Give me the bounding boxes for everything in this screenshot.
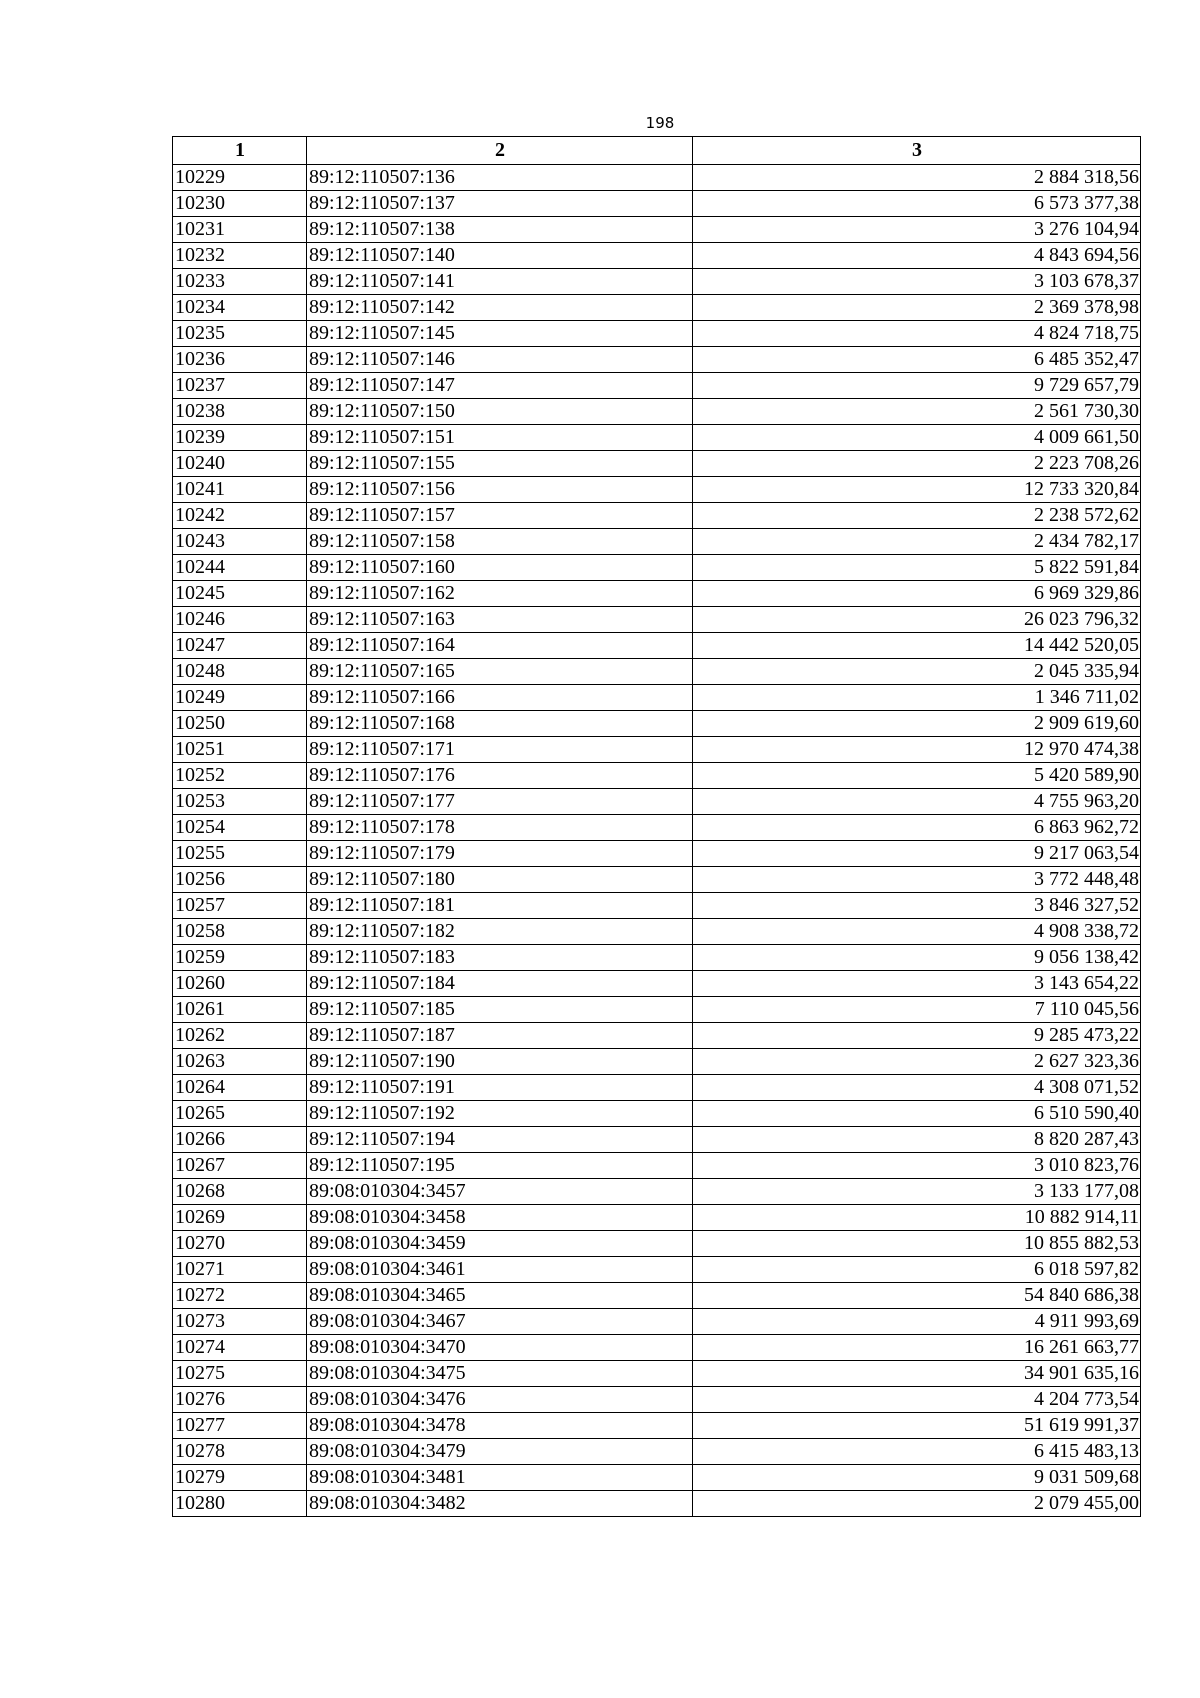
cadastral-number-cell: 89:12:110507:146 (307, 347, 693, 373)
value-cell: 54 840 686,38 (693, 1283, 1141, 1309)
cadastral-number-cell: 89:12:110507:136 (307, 165, 693, 191)
row-number-cell: 10266 (173, 1127, 307, 1153)
table-row (173, 971, 1141, 997)
table-row (173, 867, 1141, 893)
value-cell: 2 223 708,26 (693, 451, 1141, 477)
row-number-cell: 10273 (173, 1309, 307, 1335)
row-number-cell: 10239 (173, 425, 307, 451)
row-number-cell: 10256 (173, 867, 307, 893)
row-number-cell: 10230 (173, 191, 307, 217)
cadastral-number-cell: 89:12:110507:160 (307, 555, 693, 581)
row-number-cell: 10246 (173, 607, 307, 633)
cadastral-number-cell: 89:08:010304:3479 (307, 1439, 693, 1465)
table-row (173, 737, 1141, 763)
row-number-cell: 10271 (173, 1257, 307, 1283)
row-number-cell: 10248 (173, 659, 307, 685)
row-number-cell: 10247 (173, 633, 307, 659)
value-cell: 4 308 071,52 (693, 1075, 1141, 1101)
table-row (173, 295, 1141, 321)
table-row (173, 1465, 1141, 1491)
table-row (173, 243, 1141, 269)
value-cell: 4 908 338,72 (693, 919, 1141, 945)
cadastral-number-cell: 89:08:010304:3475 (307, 1361, 693, 1387)
cadastral-number-cell: 89:08:010304:3482 (307, 1491, 693, 1517)
row-number-cell: 10237 (173, 373, 307, 399)
row-number-cell: 10278 (173, 1439, 307, 1465)
table-row (173, 1023, 1141, 1049)
cadastral-number-cell: 89:08:010304:3465 (307, 1283, 693, 1309)
value-cell: 6 415 483,13 (693, 1439, 1141, 1465)
cadastral-number-cell: 89:12:110507:164 (307, 633, 693, 659)
table-row (173, 659, 1141, 685)
cadastral-number-cell: 89:12:110507:178 (307, 815, 693, 841)
table-row (173, 451, 1141, 477)
table-row (173, 347, 1141, 373)
cadastral-number-cell: 89:12:110507:142 (307, 295, 693, 321)
table-row (173, 1257, 1141, 1283)
row-number-cell: 10242 (173, 503, 307, 529)
value-cell: 16 261 663,77 (693, 1335, 1141, 1361)
value-cell: 3 010 823,76 (693, 1153, 1141, 1179)
table-row (173, 893, 1141, 919)
value-cell: 14 442 520,05 (693, 633, 1141, 659)
cadastral-number-cell: 89:12:110507:177 (307, 789, 693, 815)
row-number-cell: 10245 (173, 581, 307, 607)
row-number-cell: 10258 (173, 919, 307, 945)
cadastral-number-cell: 89:12:110507:141 (307, 269, 693, 295)
table-row (173, 945, 1141, 971)
table-row (173, 633, 1141, 659)
row-number-cell: 10240 (173, 451, 307, 477)
table-row (173, 1387, 1141, 1413)
cadastral-number-cell: 89:12:110507:192 (307, 1101, 693, 1127)
table-row (173, 1231, 1141, 1257)
row-number-cell: 10229 (173, 165, 307, 191)
cadastral-number-cell: 89:08:010304:3459 (307, 1231, 693, 1257)
cadastral-number-cell: 89:12:110507:138 (307, 217, 693, 243)
cadastral-number-cell: 89:12:110507:165 (307, 659, 693, 685)
table-row (173, 399, 1141, 425)
table-body (173, 165, 1141, 1517)
cadastral-number-cell: 89:12:110507:150 (307, 399, 693, 425)
cadastral-number-cell: 89:12:110507:179 (307, 841, 693, 867)
row-number-cell: 10250 (173, 711, 307, 737)
table-row (173, 321, 1141, 347)
table-row (173, 425, 1141, 451)
cadastral-number-cell: 89:12:110507:194 (307, 1127, 693, 1153)
value-cell: 10 855 882,53 (693, 1231, 1141, 1257)
value-cell: 12 733 320,84 (693, 477, 1141, 503)
value-cell: 4 755 963,20 (693, 789, 1141, 815)
value-cell: 26 023 796,32 (693, 607, 1141, 633)
cadastral-number-cell: 89:12:110507:168 (307, 711, 693, 737)
value-cell: 4 009 661,50 (693, 425, 1141, 451)
row-number-cell: 10252 (173, 763, 307, 789)
row-number-cell: 10253 (173, 789, 307, 815)
row-number-cell: 10265 (173, 1101, 307, 1127)
cadastral-number-cell: 89:12:110507:137 (307, 191, 693, 217)
row-number-cell: 10276 (173, 1387, 307, 1413)
table-row (173, 711, 1141, 737)
table-row (173, 789, 1141, 815)
cadastral-number-cell: 89:12:110507:187 (307, 1023, 693, 1049)
table-row (173, 1179, 1141, 1205)
row-number-cell: 10241 (173, 477, 307, 503)
value-cell: 6 863 962,72 (693, 815, 1141, 841)
cadastral-number-cell: 89:12:110507:181 (307, 893, 693, 919)
row-number-cell: 10267 (173, 1153, 307, 1179)
cadastral-number-cell: 89:12:110507:151 (307, 425, 693, 451)
value-cell: 8 820 287,43 (693, 1127, 1141, 1153)
table-row (173, 1335, 1141, 1361)
value-cell: 2 561 730,30 (693, 399, 1141, 425)
value-cell: 3 846 327,52 (693, 893, 1141, 919)
value-cell: 9 217 063,54 (693, 841, 1141, 867)
value-cell: 2 434 782,17 (693, 529, 1141, 555)
table-row (173, 217, 1141, 243)
cadastral-number-cell: 89:12:110507:182 (307, 919, 693, 945)
cadastral-number-cell: 89:12:110507:157 (307, 503, 693, 529)
table-row (173, 685, 1141, 711)
row-number-cell: 10275 (173, 1361, 307, 1387)
row-number-cell: 10264 (173, 1075, 307, 1101)
value-cell: 4 911 993,69 (693, 1309, 1141, 1335)
cadastral-number-cell: 89:12:110507:145 (307, 321, 693, 347)
value-cell: 2 079 455,00 (693, 1491, 1141, 1517)
cadastral-number-cell: 89:12:110507:195 (307, 1153, 693, 1179)
value-cell: 4 824 718,75 (693, 321, 1141, 347)
row-number-cell: 10251 (173, 737, 307, 763)
table-row (173, 191, 1141, 217)
row-number-cell: 10280 (173, 1491, 307, 1517)
row-number-cell: 10243 (173, 529, 307, 555)
cadastral-number-cell: 89:08:010304:3476 (307, 1387, 693, 1413)
value-cell: 3 133 177,08 (693, 1179, 1141, 1205)
table-row (173, 1413, 1141, 1439)
cadastral-number-cell: 89:12:110507:176 (307, 763, 693, 789)
row-number-cell: 10244 (173, 555, 307, 581)
cadastral-number-cell: 89:12:110507:183 (307, 945, 693, 971)
row-number-cell: 10277 (173, 1413, 307, 1439)
value-cell: 51 619 991,37 (693, 1413, 1141, 1439)
table-row (173, 555, 1141, 581)
cadastral-number-cell: 89:12:110507:158 (307, 529, 693, 555)
column-header-1: 1 (173, 137, 307, 165)
cadastral-number-cell: 89:12:110507:191 (307, 1075, 693, 1101)
value-cell: 4 204 773,54 (693, 1387, 1141, 1413)
row-number-cell: 10261 (173, 997, 307, 1023)
value-cell: 9 285 473,22 (693, 1023, 1141, 1049)
column-header-2: 2 (307, 137, 693, 165)
table-row (173, 1283, 1141, 1309)
value-cell: 2 909 619,60 (693, 711, 1141, 737)
cadastral-number-cell: 89:08:010304:3467 (307, 1309, 693, 1335)
row-number-cell: 10233 (173, 269, 307, 295)
table-row (173, 373, 1141, 399)
value-cell: 7 110 045,56 (693, 997, 1141, 1023)
table-row (173, 1075, 1141, 1101)
value-cell: 9 729 657,79 (693, 373, 1141, 399)
value-cell: 12 970 474,38 (693, 737, 1141, 763)
row-number-cell: 10232 (173, 243, 307, 269)
row-number-cell: 10269 (173, 1205, 307, 1231)
table-row (173, 997, 1141, 1023)
cadastral-number-cell: 89:08:010304:3457 (307, 1179, 693, 1205)
table-header (173, 137, 1141, 165)
table-row (173, 1491, 1141, 1517)
table-row (173, 1153, 1141, 1179)
table-row (173, 1101, 1141, 1127)
row-number-cell: 10257 (173, 893, 307, 919)
value-cell: 2 884 318,56 (693, 165, 1141, 191)
value-cell: 3 772 448,48 (693, 867, 1141, 893)
row-number-cell: 10268 (173, 1179, 307, 1205)
row-number-cell: 10235 (173, 321, 307, 347)
cadastral-number-cell: 89:08:010304:3478 (307, 1413, 693, 1439)
table-row (173, 607, 1141, 633)
value-cell: 2 045 335,94 (693, 659, 1141, 685)
value-cell: 6 573 377,38 (693, 191, 1141, 217)
table-row (173, 269, 1141, 295)
cadastral-number-cell: 89:12:110507:155 (307, 451, 693, 477)
table-row (173, 763, 1141, 789)
page-number: 198 (645, 114, 675, 132)
cadastral-number-cell: 89:12:110507:163 (307, 607, 693, 633)
cadastral-number-cell: 89:08:010304:3470 (307, 1335, 693, 1361)
table-row (173, 165, 1141, 191)
table-row (173, 503, 1141, 529)
value-cell: 6 510 590,40 (693, 1101, 1141, 1127)
row-number-cell: 10263 (173, 1049, 307, 1075)
value-cell: 3 276 104,94 (693, 217, 1141, 243)
header-row (173, 137, 1141, 165)
cadastral-number-cell: 89:12:110507:184 (307, 971, 693, 997)
value-cell: 2 627 323,36 (693, 1049, 1141, 1075)
cadastral-number-cell: 89:12:110507:171 (307, 737, 693, 763)
cadastral-number-cell: 89:12:110507:190 (307, 1049, 693, 1075)
row-number-cell: 10272 (173, 1283, 307, 1309)
row-number-cell: 10238 (173, 399, 307, 425)
cadastral-number-cell: 89:12:110507:185 (307, 997, 693, 1023)
cadastral-number-cell: 89:12:110507:140 (307, 243, 693, 269)
value-cell: 6 969 329,86 (693, 581, 1141, 607)
table-row (173, 919, 1141, 945)
value-cell: 5 420 589,90 (693, 763, 1141, 789)
row-number-cell: 10279 (173, 1465, 307, 1491)
cadastral-number-cell: 89:12:110507:180 (307, 867, 693, 893)
table-row (173, 1439, 1141, 1465)
table-row (173, 1127, 1141, 1153)
row-number-cell: 10231 (173, 217, 307, 243)
cadastral-number-cell: 89:12:110507:147 (307, 373, 693, 399)
column-header-3: 3 (693, 137, 1141, 165)
cadastral-number-cell: 89:08:010304:3481 (307, 1465, 693, 1491)
row-number-cell: 10274 (173, 1335, 307, 1361)
row-number-cell: 10236 (173, 347, 307, 373)
row-number-cell: 10255 (173, 841, 307, 867)
table-row (173, 841, 1141, 867)
value-cell: 6 485 352,47 (693, 347, 1141, 373)
value-cell: 1 346 711,02 (693, 685, 1141, 711)
cadastral-number-cell: 89:12:110507:166 (307, 685, 693, 711)
table-row (173, 529, 1141, 555)
table-row (173, 1309, 1141, 1335)
row-number-cell: 10270 (173, 1231, 307, 1257)
value-cell: 9 056 138,42 (693, 945, 1141, 971)
row-number-cell: 10234 (173, 295, 307, 321)
row-number-cell: 10259 (173, 945, 307, 971)
cadastral-number-cell: 89:08:010304:3461 (307, 1257, 693, 1283)
cadastral-number-cell: 89:12:110507:162 (307, 581, 693, 607)
value-cell: 5 822 591,84 (693, 555, 1141, 581)
value-cell: 10 882 914,11 (693, 1205, 1141, 1231)
row-number-cell: 10249 (173, 685, 307, 711)
table-row (173, 815, 1141, 841)
value-cell: 4 843 694,56 (693, 243, 1141, 269)
value-cell: 3 143 654,22 (693, 971, 1141, 997)
cadastral-number-cell: 89:08:010304:3458 (307, 1205, 693, 1231)
value-cell: 9 031 509,68 (693, 1465, 1141, 1491)
value-cell: 2 369 378,98 (693, 295, 1141, 321)
table-row (173, 477, 1141, 503)
row-number-cell: 10254 (173, 815, 307, 841)
table-row (173, 1205, 1141, 1231)
value-cell: 3 103 678,37 (693, 269, 1141, 295)
table-row (173, 1049, 1141, 1075)
table-row (173, 1361, 1141, 1387)
data-table (172, 136, 1141, 1517)
cadastral-number-cell: 89:12:110507:156 (307, 477, 693, 503)
value-cell: 6 018 597,82 (693, 1257, 1141, 1283)
row-number-cell: 10262 (173, 1023, 307, 1049)
table-row (173, 581, 1141, 607)
value-cell: 34 901 635,16 (693, 1361, 1141, 1387)
value-cell: 2 238 572,62 (693, 503, 1141, 529)
row-number-cell: 10260 (173, 971, 307, 997)
